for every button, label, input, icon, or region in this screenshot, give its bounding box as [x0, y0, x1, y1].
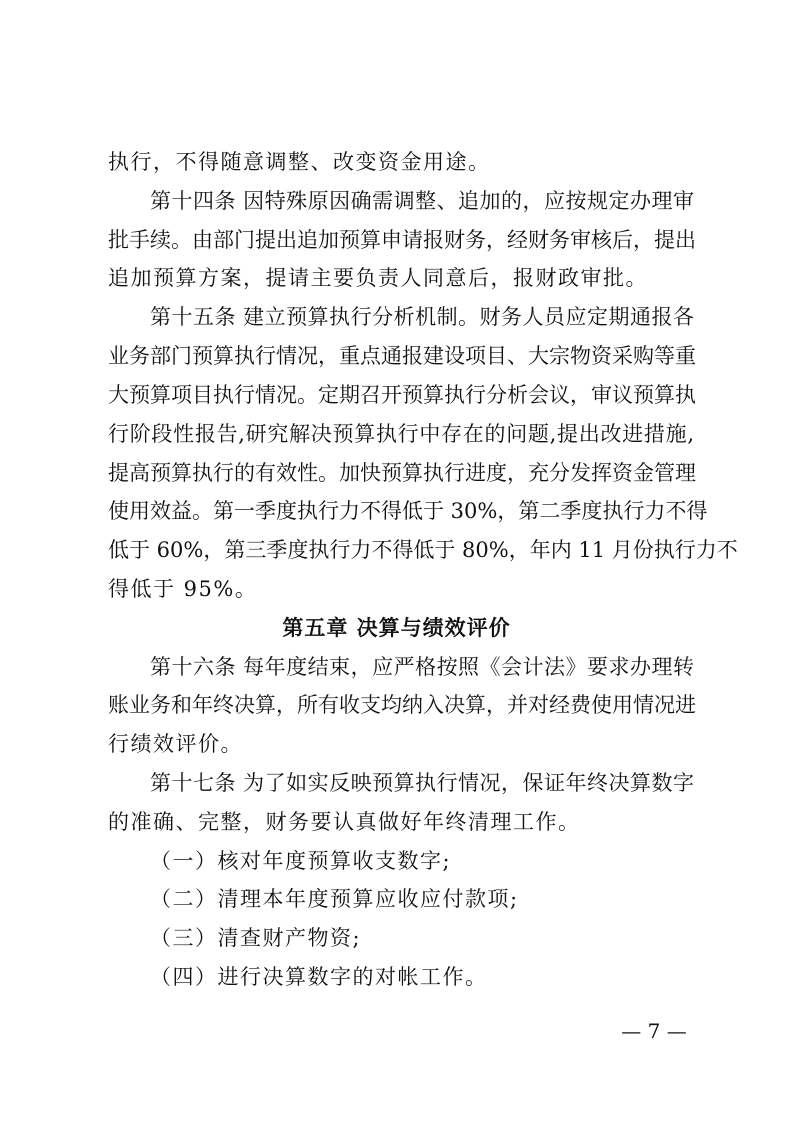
chapter-heading: 第五章 决算与绩效评价 — [282, 616, 511, 640]
page-number: — 7 — — [621, 1019, 687, 1043]
article-16-line: 第十六条 每年度结束，应严格按照《会计法》要求办理转 — [150, 655, 694, 679]
paragraph-line: 业务部门预算执行情况，重点通报建设项目、大宗物资采购等重 — [108, 344, 696, 368]
list-item: （三）清查财产物资; — [150, 926, 362, 950]
list-item: （一）核对年度预算收支数字; — [150, 849, 452, 873]
article-17-line: 第十七条 为了如实反映预算执行情况，保证年终决算数字 — [150, 771, 694, 795]
paragraph-line: 执行，不得随意调整、改变资金用途。 — [108, 150, 491, 174]
list-item: （二）清理本年度预算应收应付款项; — [150, 887, 519, 911]
article-14-line: 第十四条 因特殊原因确需调整、追加的，应按规定办理审 — [150, 189, 694, 213]
paragraph-line: 得低于 95%。 — [108, 577, 258, 601]
paragraph-line: 行绩效评价。 — [108, 732, 243, 756]
paragraph-line: 的准确、完整，财务要认真做好年终清理工作。 — [108, 810, 581, 834]
paragraph-line: 批手续。由部门提出追加预算申请报财务，经财务审核后，提出 — [108, 228, 696, 252]
paragraph-line: 低于 60%，第三季度执行力不得低于 80%，年内 11 月份执行力不 — [108, 538, 738, 562]
paragraph-line: 提高预算执行的有效性。加快预算执行进度，充分发挥资金管理 — [108, 461, 696, 485]
list-item: （四）进行决算数字的对帐工作。 — [150, 965, 488, 989]
paragraph-line: 账业务和年终决算，所有收支均纳入决算，并对经费使用情况进 — [108, 693, 696, 717]
paragraph-line: 使用效益。第一季度执行力不得低于 30%，第二季度执行力不得 — [108, 499, 708, 523]
paragraph-line: 大预算项目执行情况。定期召开预算执行分析会议，审议预算执 — [108, 383, 696, 407]
paragraph-line: 行阶段性报告,研究解决预算执行中存在的问题,提出改进措施, — [108, 422, 694, 446]
article-15-line: 第十五条 建立预算执行分析机制。财务人员应定期通报各 — [150, 305, 694, 329]
paragraph-line: 追加预算方案，提请主要负责人同意后，报财政审批。 — [108, 266, 648, 290]
